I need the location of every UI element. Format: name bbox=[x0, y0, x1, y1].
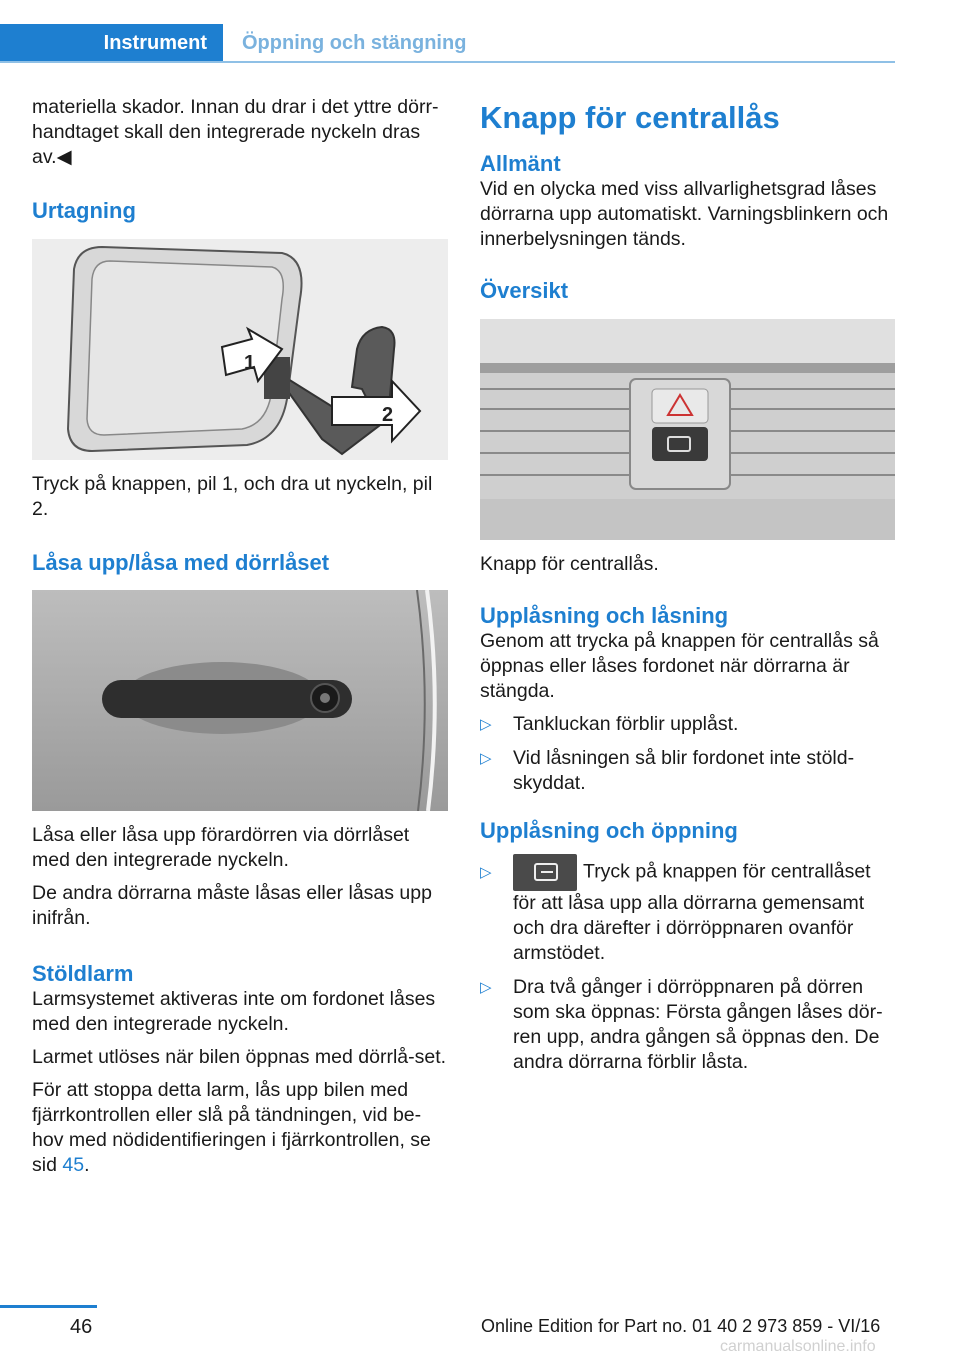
footer-rule bbox=[0, 1305, 97, 1308]
intro-paragraph: materiella skador. Innan du drar i det yttre dörr-handtaget skall den integrerade nyckeln dras av.◀ bbox=[32, 96, 439, 168]
lasa-text-1: Låsa eller låsa upp förardörren via dörrlåset med den integrerade nyckeln. bbox=[32, 824, 410, 871]
heading-oversikt: Översikt bbox=[480, 278, 569, 303]
heading-urtagning: Urtagning bbox=[32, 198, 136, 223]
heading-allmant: Allmänt bbox=[480, 151, 561, 176]
bullet-arrow-icon: ▷ bbox=[480, 716, 492, 733]
list-item-text: Tankluckan förblir upplåst. bbox=[513, 713, 739, 735]
bullet-list-upplasning bbox=[480, 712, 896, 796]
stold-text-2: Larmet utlöses när bilen öppnas med dörrlå-set. bbox=[32, 1046, 447, 1068]
list-item bbox=[480, 746, 896, 796]
bullet-arrow-icon: ▷ bbox=[480, 979, 492, 996]
stold-text-1: Larmsystemet aktiveras inte om fordonet låses med den integrerade nyckeln. bbox=[32, 988, 436, 1035]
list-item-text: Tryck på knappen för centrallåset för att låsa upp alla dörrarna gemensamt och dra därefter i dörröppnaren ovanför armstödet. bbox=[513, 860, 871, 964]
header-rule bbox=[0, 61, 895, 63]
lasa-text-2: De andra dörrarna måste låsas eller låsas upp inifrån. bbox=[32, 882, 432, 929]
bullet-arrow-icon: ▷ bbox=[480, 864, 492, 881]
callout-2: 2 bbox=[382, 404, 394, 426]
bullet-arrow-icon: ▷ bbox=[480, 750, 492, 767]
central-lock-button-icon bbox=[513, 854, 577, 891]
callout-1: 1 bbox=[244, 352, 256, 374]
right-column bbox=[480, 99, 896, 1084]
stold-text-3-end: . bbox=[84, 1154, 90, 1176]
edition-text: Online Edition for Part no. 01 40 2 973 859 - VI/16 bbox=[481, 1316, 881, 1336]
list-item bbox=[480, 712, 896, 737]
heading-knapp-centrallas: Knapp för centrallås bbox=[480, 100, 780, 135]
list-item-text: Vid låsningen så blir fordonet inte stöld-skyddat. bbox=[513, 747, 855, 794]
tab-instrument[interactable]: Instrument bbox=[0, 24, 223, 63]
upplasning-text: Genom att trycka på knappen för centrallås så öppnas eller låses fordonet när dörrarna är stängda. bbox=[480, 630, 879, 702]
list-item bbox=[480, 975, 896, 1075]
page-number: 46 bbox=[70, 1316, 93, 1338]
door-handle-figure bbox=[32, 590, 448, 811]
left-column bbox=[32, 95, 448, 1186]
page-reference-link[interactable]: 45 bbox=[62, 1154, 85, 1176]
list-item bbox=[480, 854, 896, 966]
heading-stoldlarm: Stöldlarm bbox=[32, 961, 134, 986]
tab-oppning-och-stangning[interactable]: Öppning och stängning bbox=[242, 32, 467, 54]
stold-text-3 bbox=[32, 1078, 448, 1178]
watermark: carmanualsonline.info bbox=[720, 1338, 876, 1355]
bullet-list-oppning bbox=[480, 854, 896, 1075]
heading-lasa: Låsa upp/låsa med dörrlåset bbox=[32, 550, 330, 575]
urtagning-text: Tryck på knappen, pil 1, och dra ut nyckeln, pil 2. bbox=[32, 473, 433, 520]
oversikt-caption: Knapp för centrallås. bbox=[480, 553, 659, 575]
central-lock-figure bbox=[480, 319, 895, 540]
allmant-text: Vid en olycka med viss allvarlighetsgrad låses dörrarna upp automatiskt. Varningsblinkern och innerbelysningen tänds. bbox=[480, 178, 889, 250]
heading-upplasning-lasning: Upplåsning och låsning bbox=[480, 603, 729, 628]
stold-text-3-main: För att stoppa detta larm, lås upp bilen med fjärrkontrollen eller slå på tändningen, vid be-hov med nödidentifieringen i fjärrkontrollen, se sid bbox=[32, 1079, 431, 1176]
heading-upplasning-oppning: Upplåsning och öppning bbox=[480, 818, 738, 843]
list-item-text: Dra två gånger i dörröppnaren på dörren som ska öppnas: Första gången låses dör-ren upp, andra gången så öppnas den. De andra dörrarna förblir låsta. bbox=[513, 976, 883, 1073]
key-removal-figure bbox=[32, 239, 448, 460]
